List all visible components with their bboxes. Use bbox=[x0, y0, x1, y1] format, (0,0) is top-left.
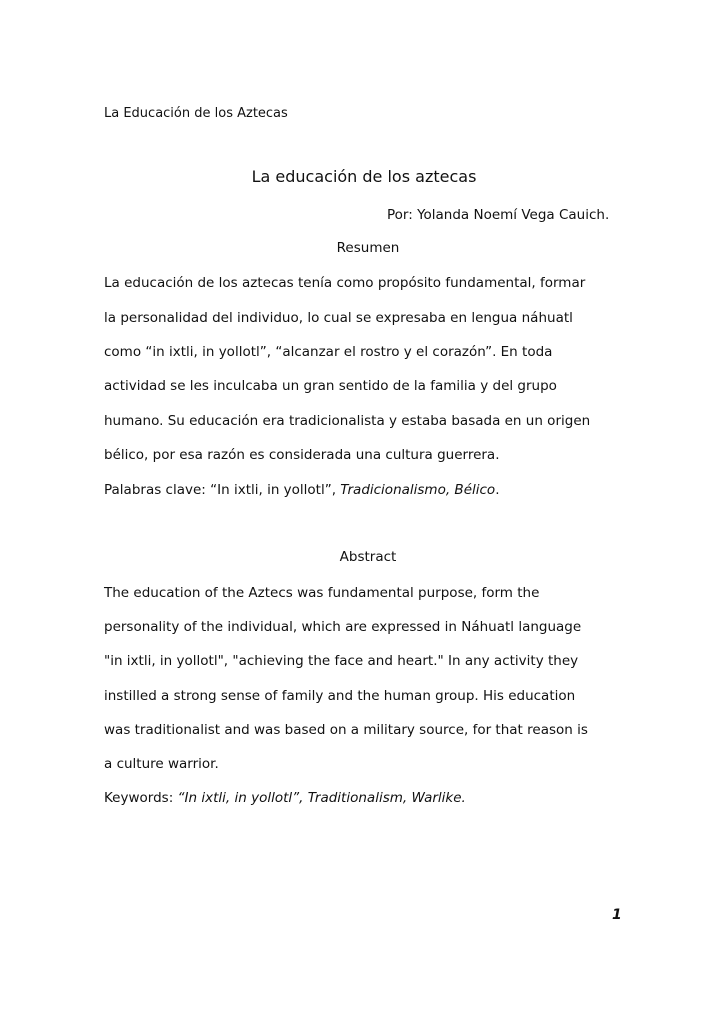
resumen-line: La educación de los aztecas tenía como propósito fundamental, formar bbox=[104, 275, 586, 291]
resumen-heading: Resumen bbox=[336, 240, 400, 256]
abstract-keywords-label: Keywords: bbox=[104, 790, 178, 806]
abstract-keywords-italic: “In ixtli, in yollotl”, Traditionalism, Warlike. bbox=[177, 790, 466, 806]
resumen-keywords-label: Palabras clave: “In ixtli, in yollotl”, bbox=[104, 482, 341, 498]
running-header: La Educación de los Aztecas bbox=[104, 106, 288, 121]
abstract-keywords bbox=[104, 790, 466, 806]
page-number: 1 bbox=[612, 907, 622, 923]
abstract-line: a culture warrior. bbox=[104, 756, 219, 772]
abstract-heading: Abstract bbox=[339, 549, 397, 565]
resumen-line: la personalidad del individuo, lo cual se expresaba en lengua náhuatl bbox=[104, 310, 573, 326]
resumen-line: bélico, por esa razón es considerada una cultura guerrera. bbox=[104, 447, 500, 463]
abstract-line: personality of the individual, which are expressed in Náhuatl language bbox=[104, 619, 582, 635]
resumen-line: como “in ixtli, in yollotl”, “alcanzar el rostro y el corazón”. En toda bbox=[104, 344, 553, 360]
abstract-line: instilled a strong sense of family and the human group. His education bbox=[104, 688, 576, 704]
abstract-line: was traditionalist and was based on a military source, for that reason is bbox=[104, 722, 588, 738]
resumen-keywords-end: . bbox=[495, 482, 500, 498]
resumen-line: humano. Su educación era tradicionalista y estaba basada en un origen bbox=[104, 413, 591, 429]
document-title: La educación de los aztecas bbox=[251, 167, 477, 186]
author-line: Por: Yolanda Noemí Vega Cauich. bbox=[387, 207, 610, 223]
abstract-line: "in ixtli, in yollotl", "achieving the face and heart." In any activity they bbox=[104, 653, 579, 669]
abstract-line: The education of the Aztecs was fundamental purpose, form the bbox=[104, 585, 540, 601]
resumen-line: actividad se les inculcaba un gran sentido de la familia y del grupo bbox=[104, 378, 557, 394]
resumen-keywords bbox=[104, 482, 499, 498]
resumen-keywords-italic: Tradicionalismo, Bélico bbox=[340, 482, 496, 498]
